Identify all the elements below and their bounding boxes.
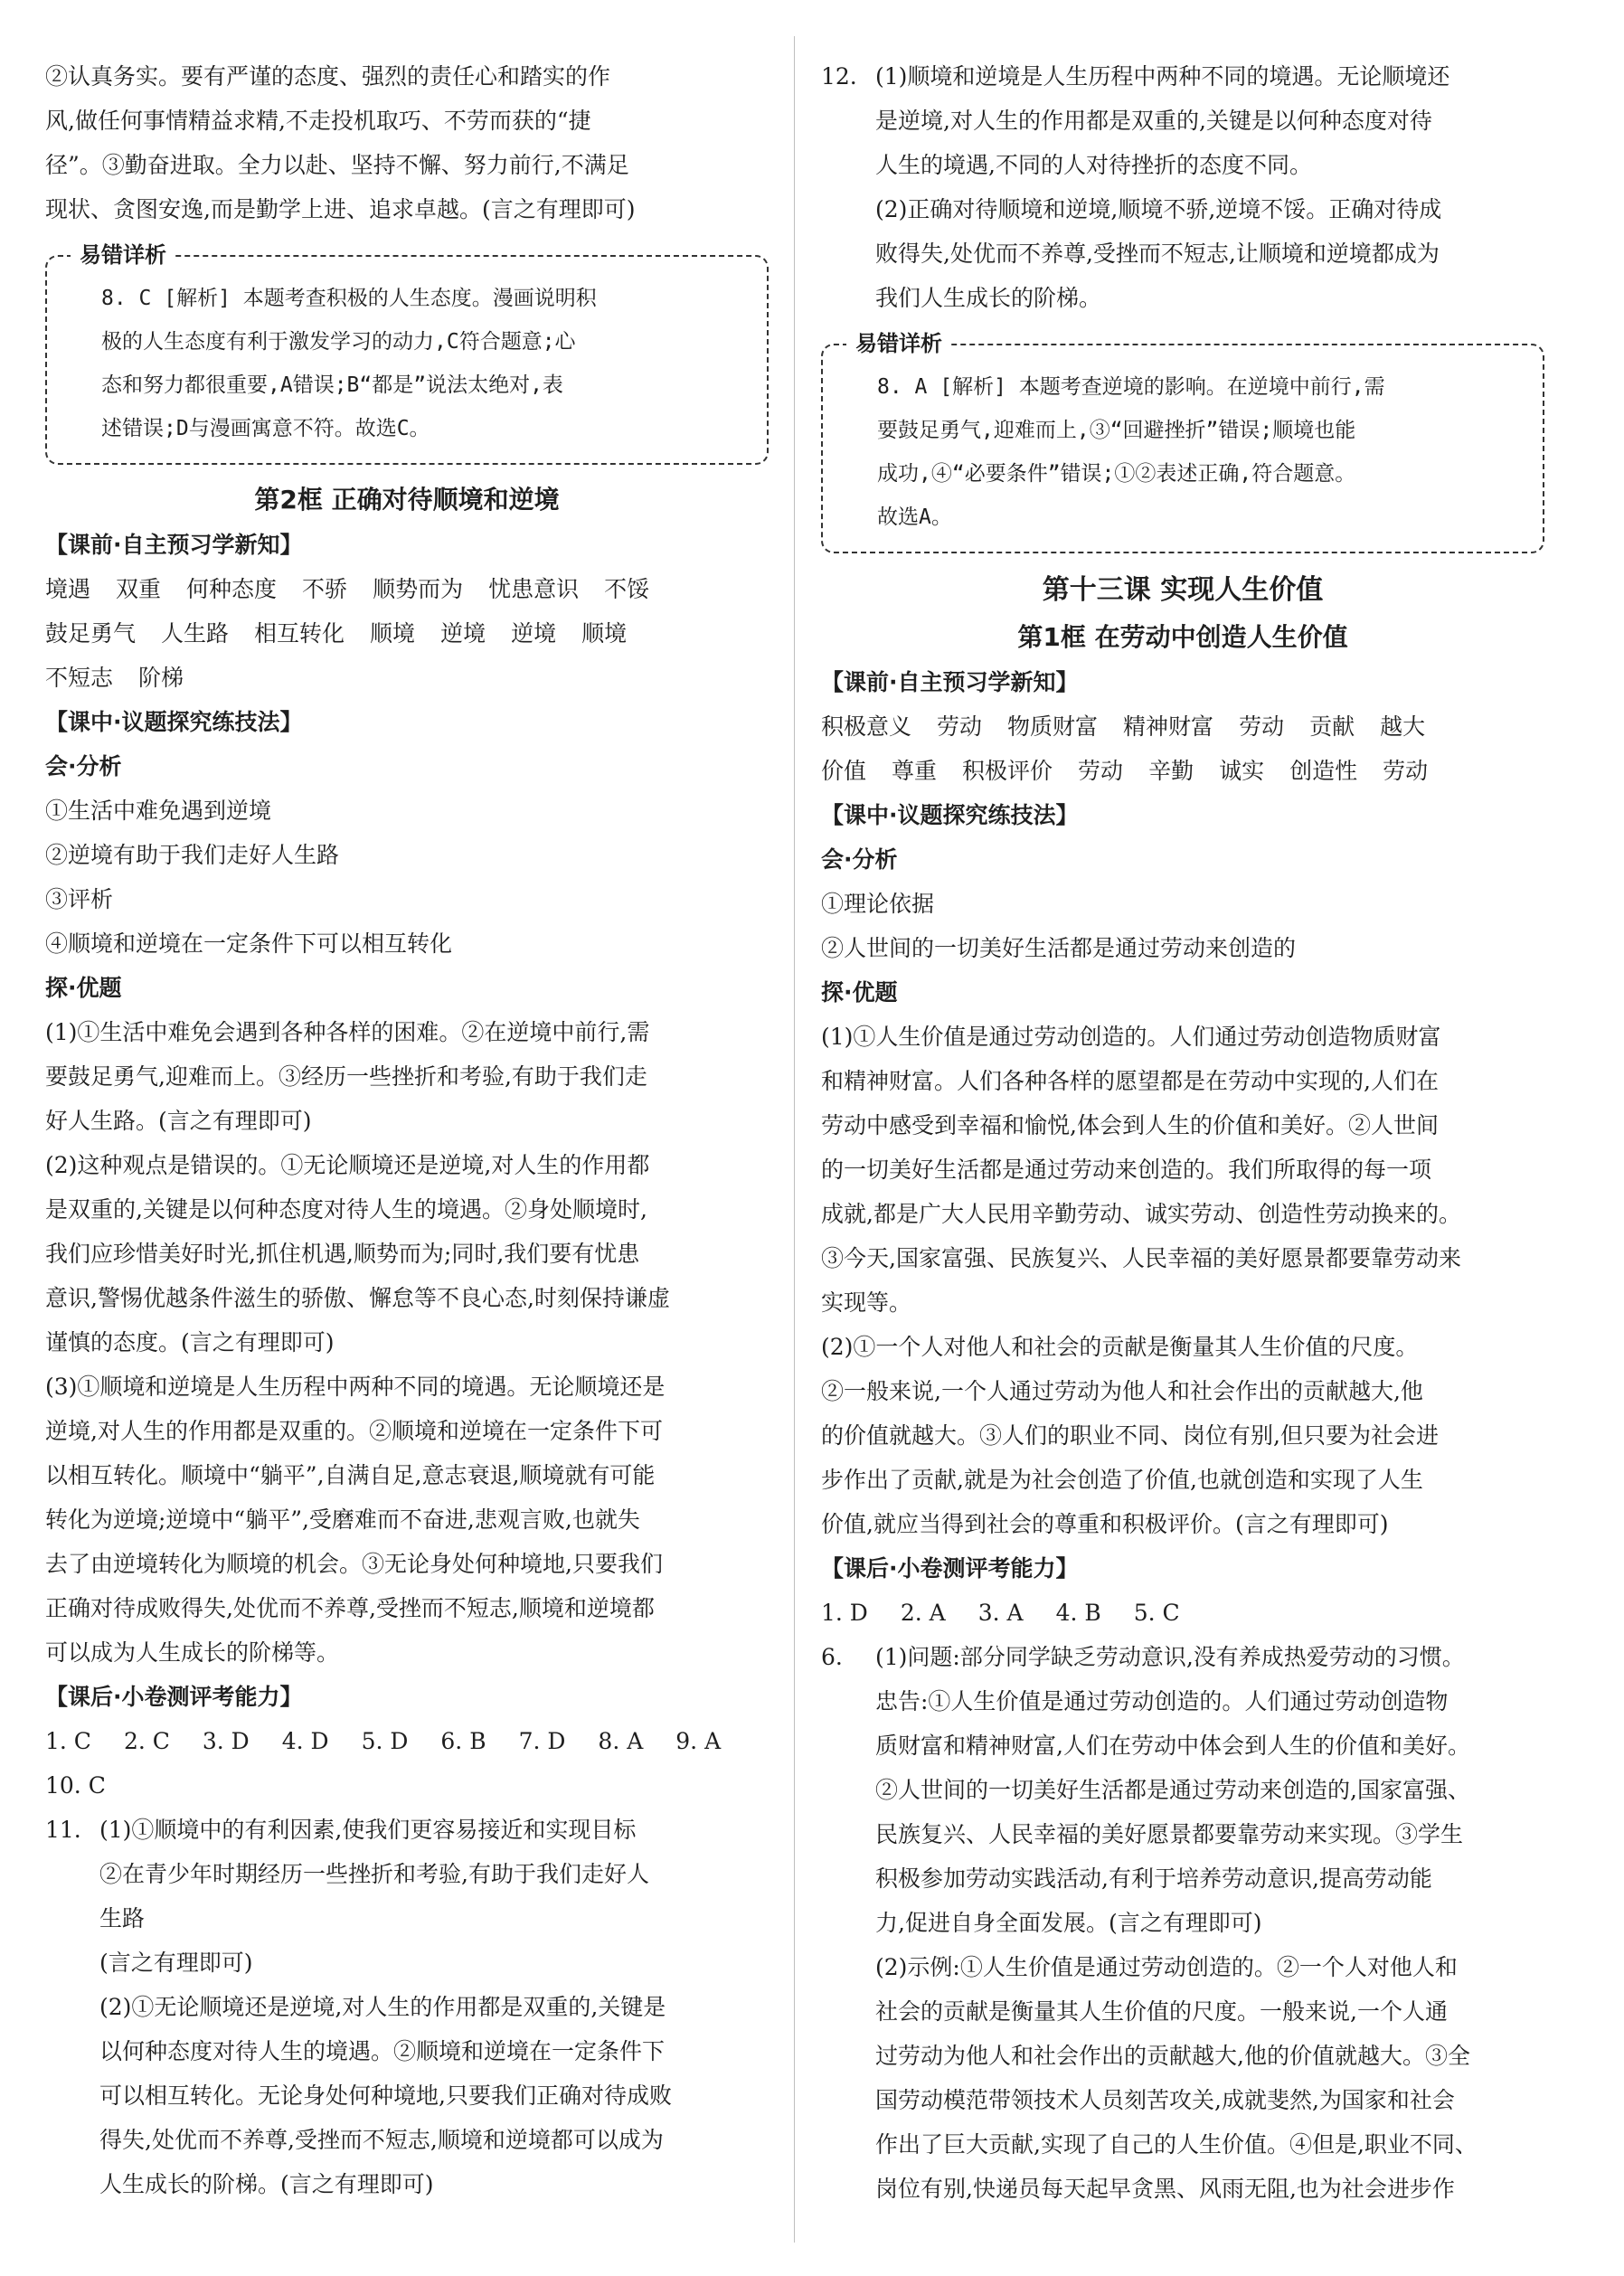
text-line: 我们应珍惜美好时光,抓住机遇,顺势而为;同时,我们要有忧患 <box>45 1241 640 1267</box>
term: 劳动 <box>1383 758 1429 784</box>
text-line: 去了由逆境转化为顺境的机会。③无论身处何种境地,只要我们 <box>45 1551 663 1577</box>
text-line <box>821 54 1544 99</box>
analysis-item: ①生活中难免遇到逆境 <box>45 798 272 824</box>
left-intro-answer <box>45 54 769 231</box>
text-line: 劳动中感受到幸福和愉悦,体会到人生的价值和美好。②人世间 <box>821 1112 1439 1138</box>
lesson-heading: 第1框 在劳动中创造人生价值 <box>1017 622 1348 652</box>
text-line: 径”。③勤奋进取。全力以赴、坚持不懈、努力前行,不满足 <box>45 152 629 178</box>
text-line: 正确对待成败得失,处优而不养尊,受挫而不短志,顺境和逆境都 <box>45 1595 655 1621</box>
answer: 3. A <box>977 1600 1024 1626</box>
text-line: 价值,就应当得到社会的尊重和积极评价。(言之有理即可) <box>821 1511 1389 1537</box>
answer: 1. C <box>45 1728 91 1754</box>
text-line: 成就,都是广大人民用辛勤劳动、诚实劳动、创造性劳动换来的。 <box>821 1201 1461 1227</box>
error-analysis-line: 8. C [解析] 本题考查积极的人生态度。漫画说明积 <box>101 287 597 310</box>
answer: 5. C <box>1133 1600 1180 1626</box>
text-line: 的价值就越大。③人们的职业不同、岗位有别,但只要为社会进 <box>821 1422 1439 1449</box>
text-line: 我们人生成长的阶梯。 <box>875 285 1102 311</box>
section-title-class: 【课中·议题探究练技法】 <box>45 709 303 735</box>
text-line: (2)①一个人对他人和社会的贡献是衡量其人生价值的尺度。 <box>821 1334 1419 1360</box>
error-analysis-line: 要鼓足勇气,迎难而上,③“回避挫折”错误;顺境也能 <box>877 419 1356 442</box>
text-line: 人生成长的阶梯。(言之有理即可) <box>99 2171 434 2197</box>
term: 逆境 <box>440 620 486 647</box>
text-line: ③今天,国家富强、民族复兴、人民幸福的美好愿景都要靠劳动来 <box>821 1245 1461 1271</box>
terms-row <box>45 656 769 700</box>
text-line: 积极参加劳动实践活动,有利于培养劳动意识,提高劳动能 <box>875 1865 1432 1892</box>
text-line: 败得失,处优而不养尊,受挫而不短志,让顺境和逆境都成为 <box>875 241 1440 267</box>
term: 顺境 <box>370 620 416 647</box>
text-line: (2)①无论顺境还是逆境,对人生的作用都是双重的,关键是 <box>99 1994 666 2020</box>
term: 辛勤 <box>1148 758 1194 784</box>
error-analysis-title: 易错详析 <box>71 241 175 269</box>
line-text: (1)①顺境中的有利因素,使我们更容易接近和实现目标 <box>99 1817 637 1843</box>
question-number: 11. <box>45 1817 81 1843</box>
analysis-item: ④顺境和逆境在一定条件下可以相互转化 <box>45 930 453 957</box>
chapter-heading: 第十三课 实现人生价值 <box>1042 574 1324 606</box>
answer: 4. D <box>281 1728 329 1754</box>
text-line: 以何种态度对待人生的境遇。②顺境和逆境在一定条件下 <box>99 2038 666 2064</box>
text-line: (2)正确对待顺境和逆境,顺境不骄,逆境不馁。正确对待成 <box>875 196 1442 222</box>
term: 鼓足勇气 <box>45 620 137 647</box>
term: 境遇 <box>45 576 91 602</box>
term: 不馁 <box>604 576 650 602</box>
text-line: 实现等。 <box>821 1289 912 1316</box>
preview-terms <box>45 567 769 700</box>
text-line: 是逆境,对人生的作用都是双重的,关键是以何种态度对待 <box>875 108 1432 134</box>
text-line: (2)这种观点是错误的。①无论顺境还是逆境,对人生的作用都 <box>45 1152 650 1178</box>
answer: 9. A <box>675 1728 722 1754</box>
error-analysis-line: 极的人生态度有利于激发学习的动力,C符合题意;心 <box>101 330 576 354</box>
section-title-preview: 【课前·自主预习学新知】 <box>821 669 1079 695</box>
text-line: 岗位有别,快递员每天起早贪黑、风雨无阻,也为社会进步作 <box>875 2176 1455 2202</box>
preview-terms <box>821 704 1544 793</box>
answer: 3. D <box>202 1728 250 1754</box>
question-6 <box>821 1635 1544 2211</box>
text-line: 质财富和精神财富,人们在劳动中体会到人生的价值和美好。 <box>875 1733 1470 1759</box>
error-analysis-line: 述错误;D与漫画寓意不符。故选C。 <box>101 417 430 440</box>
term: 不短志 <box>45 665 114 691</box>
text-line: 作出了巨大贡献,实现了自己的人生价值。④但是,职业不同、 <box>875 2131 1478 2158</box>
term: 逆境 <box>511 620 557 647</box>
analysis-item: ②逆境有助于我们走好人生路 <box>45 842 340 868</box>
text-line: ②认真务实。要有严谨的态度、强烈的责任心和踏实的作 <box>45 63 611 90</box>
term: 积极评价 <box>962 758 1053 784</box>
question-number: 12. <box>821 63 857 90</box>
answer: 2. A <box>900 1600 946 1626</box>
error-analysis-line: 故选A。 <box>877 505 952 529</box>
text-line: 的一切美好生活都是通过劳动来创造的。我们所取得的每一项 <box>821 1157 1432 1183</box>
text-line: ②在青少年时期经历一些挫折和考验,有助于我们走好人 <box>99 1861 649 1887</box>
explore-answers <box>821 1015 1544 1546</box>
question-number: 6. <box>821 1644 843 1670</box>
text-line: 人生的境遇,不同的人对待挫折的态度不同。 <box>875 152 1312 178</box>
term: 尊重 <box>892 758 938 784</box>
text-line: 忠告:①人生价值是通过劳动创造的。人们通过劳动创造物 <box>875 1688 1449 1714</box>
text-line <box>45 1808 769 1852</box>
explore-answers <box>45 1010 769 1675</box>
term: 越大 <box>1380 713 1426 740</box>
term: 忧患意识 <box>488 576 580 602</box>
text-line: ②人世间的一切美好生活都是通过劳动来创造的,国家富强、 <box>875 1777 1470 1803</box>
term: 诚实 <box>1219 758 1265 784</box>
text-line: 意识,警惕优越条件滋生的骄傲、懈怠等不良心态,时刻保持谦虚 <box>45 1285 670 1311</box>
analysis-label: 会·分析 <box>45 753 122 779</box>
question-11 <box>45 1808 769 2206</box>
term: 贡献 <box>1309 713 1355 740</box>
terms-row <box>821 749 1544 793</box>
term: 精神财富 <box>1123 713 1214 740</box>
term: 相互转化 <box>254 620 345 647</box>
error-analysis-box <box>821 331 1544 553</box>
answer: 6. B <box>440 1728 486 1754</box>
explore-label: 探·优题 <box>45 975 122 1001</box>
lesson-heading: 第2框 正确对待顺境和逆境 <box>254 485 560 515</box>
term: 劳动 <box>1078 758 1124 784</box>
term: 阶梯 <box>138 665 184 691</box>
text-line <box>821 1635 1544 1679</box>
answer: 2. C <box>123 1728 170 1754</box>
term: 劳动 <box>937 713 983 740</box>
text-line: 好人生路。(言之有理即可) <box>45 1108 312 1134</box>
text-line: 过劳动为他人和社会作出的贡献越大,他的价值就越大。③全 <box>875 2043 1470 2069</box>
answer-key-row <box>45 1719 769 1763</box>
term: 价值 <box>821 758 867 784</box>
answer: 4. B <box>1055 1600 1101 1626</box>
terms-row <box>821 704 1544 749</box>
text-line: 可以成为人生成长的阶梯等。 <box>45 1639 340 1666</box>
terms-row <box>45 611 769 656</box>
text-line: 谨慎的态度。(言之有理即可) <box>45 1329 335 1355</box>
term: 何种态度 <box>186 576 278 602</box>
section-title-after: 【课后·小卷测评考能力】 <box>821 1555 1079 1582</box>
term: 人生路 <box>161 620 230 647</box>
text-line: 国劳动模范带领技术人员刻苦攻关,成就斐然,为国家和社会 <box>875 2087 1455 2113</box>
answer-key-row <box>821 1591 1544 1635</box>
text-line: 得失,处优而不养尊,受挫而不短志,顺境和逆境都可以成为 <box>99 2127 664 2153</box>
question-12 <box>821 54 1544 320</box>
text-line: 力,促进自身全面发展。(言之有理即可) <box>875 1910 1262 1936</box>
answer: 5. D <box>361 1728 409 1754</box>
term: 积极意义 <box>821 713 912 740</box>
text-line: (1)①生活中难免会遇到各种各样的困难。②在逆境中前行,需 <box>45 1019 650 1045</box>
text-line: 转化为逆境;逆境中“躺平”,受磨难而不奋进,悲观言败,也就失 <box>45 1506 640 1533</box>
term: 创造性 <box>1289 758 1358 784</box>
text-line: 风,做任何事情精益求精,不走投机取巧、不劳而获的“捷 <box>45 108 591 134</box>
error-analysis-title: 易错详析 <box>846 329 951 358</box>
text-line: (2)示例:①人生价值是通过劳动创造的。②一个人对他人和 <box>875 1954 1458 1980</box>
text-line: 步作出了贡献,就是为社会创造了价值,也就创造和实现了人生 <box>821 1467 1423 1493</box>
analysis-label: 会·分析 <box>821 846 898 873</box>
text-line: (言之有理即可) <box>99 1950 253 1976</box>
column-divider <box>794 36 795 2243</box>
error-analysis-line: 成功,④“必要条件”错误;①②表述正确,符合题意。 <box>877 462 1356 486</box>
analysis-item: ①理论依据 <box>821 891 935 917</box>
line-text: (1)问题:部分同学缺乏劳动意识,没有养成热爱劳动的习惯。 <box>875 1644 1465 1670</box>
error-analysis-line: 8. A [解析] 本题考查逆境的影响。在逆境中前行,需 <box>877 375 1385 399</box>
error-analysis-box <box>45 242 769 465</box>
text-line: 生路 <box>99 1905 146 1931</box>
analysis-item: ②人世间的一切美好生活都是通过劳动来创造的 <box>821 935 1297 961</box>
right-column <box>821 54 1544 2211</box>
section-title-class: 【课中·议题探究练技法】 <box>821 802 1079 828</box>
term: 顺境 <box>581 620 628 647</box>
left-column <box>45 54 769 2206</box>
text-line: 是双重的,关键是以何种态度对待人生的境遇。②身处顺境时, <box>45 1196 647 1223</box>
text-line: 逆境,对人生的作用都是双重的。②顺境和逆境在一定条件下可 <box>45 1418 663 1444</box>
explore-label: 探·优题 <box>821 979 898 1006</box>
answer: 8. A <box>598 1728 644 1754</box>
section-title-after: 【课后·小卷测评考能力】 <box>45 1684 303 1710</box>
answer: 1. D <box>821 1600 868 1626</box>
text-line: 要鼓足勇气,迎难而上。③经历一些挫折和考验,有助于我们走 <box>45 1063 647 1090</box>
text-line: 和精神财富。人们各种各样的愿望都是在劳动中实现的,人们在 <box>821 1068 1439 1094</box>
text-line: 现状、贪图安逸,而是勤学上进、追求卓越。(言之有理即可) <box>45 196 636 222</box>
text-line: 以相互转化。顺境中“躺平”,自满自足,意志衰退,顺境就有可能 <box>45 1462 656 1488</box>
term: 双重 <box>116 576 162 602</box>
text-line: 社会的贡献是衡量其人生价值的尺度。一般来说,一个人通 <box>875 1998 1448 2025</box>
terms-row <box>45 567 769 611</box>
answer: 7. D <box>518 1728 566 1754</box>
section-title-preview: 【课前·自主预习学新知】 <box>45 532 303 558</box>
term: 物质财富 <box>1007 713 1099 740</box>
text-line: (1)①人生价值是通过劳动创造的。人们通过劳动创造物质财富 <box>821 1024 1441 1050</box>
line-text: (1)顺境和逆境是人生历程中两种不同的境遇。无论顺境还 <box>875 63 1450 90</box>
term: 不骄 <box>302 576 348 602</box>
error-analysis-line: 态和努力都很重要,A错误;B“都是”说法太绝对,表 <box>101 373 563 397</box>
text-line: 民族复兴、人民幸福的美好愿景都要靠劳动来实现。③学生 <box>875 1821 1464 1847</box>
term: 顺势而为 <box>373 576 464 602</box>
analysis-item: ③评析 <box>45 886 114 912</box>
text-line: (3)①顺境和逆境是人生历程中两种不同的境遇。无论顺境还是 <box>45 1374 666 1400</box>
text-line: ②一般来说,一个人通过劳动为他人和社会作出的贡献越大,他 <box>821 1378 1423 1404</box>
answer-key-row: 10. C <box>45 1772 106 1799</box>
term: 劳动 <box>1239 713 1285 740</box>
text-line: 可以相互转化。无论身处何种境地,只要我们正确对待成败 <box>99 2082 672 2109</box>
